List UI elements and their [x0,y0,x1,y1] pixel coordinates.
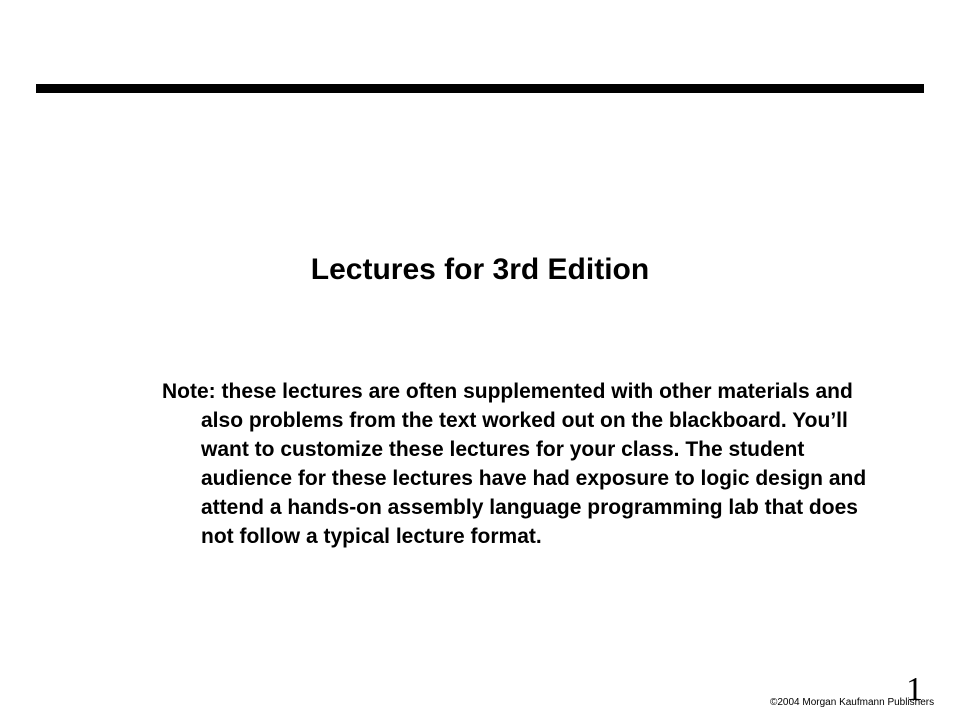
top-rule-divider [36,84,924,93]
slide-title: Lectures for 3rd Edition [310,253,650,286]
note-paragraph: Note: these lectures are often supplemented with other materials and also problems from the text worked out on the blackboard. You’ll want to customize these lectures for your class. The student audience for these lectures have had exposure to logic design and attend a hands-on assembly language programming lab that does not follow a typical lecture format. [162,380,867,548]
footer-copyright: ©2004 Morgan Kaufmann Publishers [770,697,935,708]
page-number: 1 [906,671,923,708]
